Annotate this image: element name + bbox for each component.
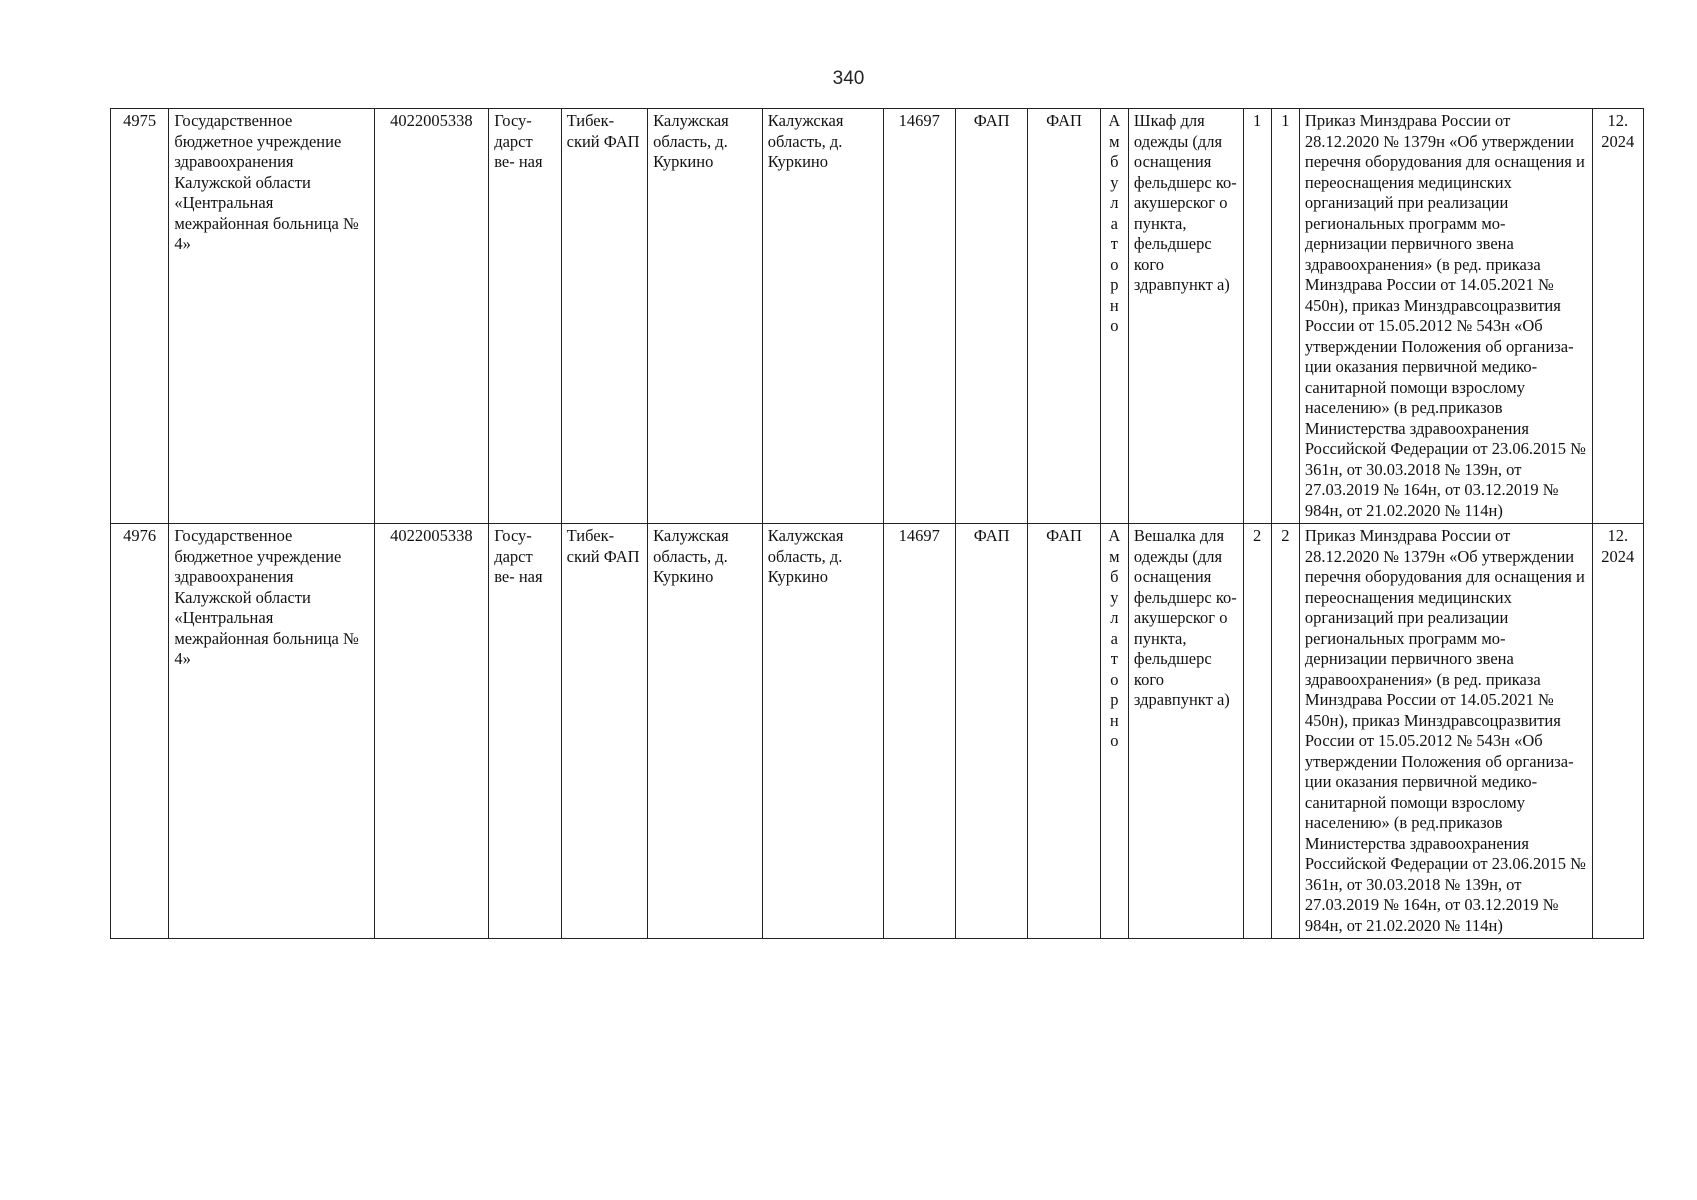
care-condition-letter: л [1110,193,1119,212]
address-cell: Калужская область, д. Куркино [648,524,763,939]
term-cell: 12. 2024 [1592,109,1643,524]
care-condition-letter: т [1110,649,1118,668]
term-cell: 12. 2024 [1592,524,1643,939]
care-condition-letter: т [1110,234,1118,253]
care-condition-letter: н [1109,710,1119,730]
address-actual-cell: Калужская область, д. Куркино [762,524,883,939]
row-number: 4976 [111,524,169,939]
care-condition-cell [1100,109,1128,524]
facility-type-cell: ФАП [955,524,1027,939]
care-condition-letter: о [1110,731,1119,750]
care-condition-letter: о [1110,254,1119,274]
care-condition-letter: о [1110,316,1119,335]
care-condition-letter: р [1110,690,1119,709]
ownership-cell: Госу- дарст ве- ная [489,524,561,939]
inn-cell: 4022005338 [374,524,489,939]
care-condition-letter: н [1109,295,1119,315]
care-condition-letter: р [1110,275,1119,294]
facility-kind-cell: ФАП [1028,109,1100,524]
quantity-plan-cell: 1 [1243,109,1271,524]
care-condition-letter: А [1108,111,1121,130]
ownership-cell: Госу- дарст ве- ная [489,109,561,524]
address-cell: Калужская область, д. Куркино [648,109,763,524]
equipment-registry-table [110,108,1644,939]
care-condition-letter: м [1109,546,1120,566]
care-condition-letter: б [1110,567,1119,586]
unit-cell: Тибек- ский ФАП [561,109,648,524]
care-condition-letter: м [1109,131,1120,151]
organization-name: Государственное бюджетное учреждение здравоохранения Калужской области «Центральная межрайонная больница № 4» [169,109,374,524]
organization-name: Государственное бюджетное учреждение здравоохранения Калужской области «Центральная межрайонная больница № 4» [169,524,374,939]
equipment-name-cell: Шкаф для одежды (для оснащения фельдшерс ко- акушерског о пункта, фельдшерс кого здравпункт а) [1128,109,1243,524]
page-number: 340 [832,68,865,89]
care-condition-letter: л [1110,608,1119,627]
inn-cell: 4022005338 [374,109,489,524]
care-condition-letter: а [1110,628,1118,648]
care-condition-letter: у [1110,587,1119,607]
care-condition-letter: а [1110,213,1118,233]
table-row [111,109,1644,524]
care-condition-letters [1106,526,1123,752]
quantity-fact-cell: 1 [1271,109,1299,524]
equipment-name-cell: Вешалка для одежды (для оснащения фельдшерс ко- акушерског о пункта, фельдшерс кого здравпункт а) [1128,524,1243,939]
care-condition-letter: у [1110,172,1119,192]
care-condition-letter: о [1110,669,1119,689]
row-number: 4975 [111,109,169,524]
legal-basis-cell: Приказ Минздрава России от 28.12.2020 № 1379н «Об утверждении перечня оборудования для оснащения и переоснащения медицинских организаций при реализации региональных программ мо- дернизации первичного звена здравоохранения» (в ред. приказа Минздрава России от 14.05.2021 № 450н), приказ Минздравсоцразвития России от 15.05.2012 № 543н «Об утверждении Положения об организа- ции оказания первичной медико- санитарной помощи взрослому населению» (в ред.приказов Министерства здравоохранения Российской Федерации от 23.06.2015 № 361н, от 30.03.2018 № 139н, от 27.03.2019 № 164н, от 03.12.2019 № 984н, от 21.02.2020 № 114н) [1299,109,1592,524]
table-row [111,524,1644,939]
facility-kind-cell: ФАП [1028,524,1100,939]
oktmo-cell: 14697 [883,524,955,939]
unit-cell: Тибек- ский ФАП [561,524,648,939]
care-condition-letters [1106,111,1123,337]
quantity-plan-cell: 2 [1243,524,1271,939]
facility-type-cell: ФАП [955,109,1027,524]
care-condition-letter: б [1110,152,1119,171]
oktmo-cell: 14697 [883,109,955,524]
care-condition-letter: А [1108,526,1121,545]
address-actual-cell: Калужская область, д. Куркино [762,109,883,524]
legal-basis-cell: Приказ Минздрава России от 28.12.2020 № 1379н «Об утверждении перечня оборудования для оснащения и переоснащения медицинских организаций при реализации региональных программ мо- дернизации первичного звена здравоохранения» (в ред. приказа Минздрава России от 14.05.2021 № 450н), приказ Минздравсоцразвития России от 15.05.2012 № 543н «Об утверждении Положения об организа- ции оказания первичной медико- санитарной помощи взрослому населению» (в ред.приказов Министерства здравоохранения Российской Федерации от 23.06.2015 № 361н, от 30.03.2018 № 139н, от 27.03.2019 № 164н, от 03.12.2019 № 984н, от 21.02.2020 № 114н) [1299,524,1592,939]
care-condition-cell [1100,524,1128,939]
quantity-fact-cell: 2 [1271,524,1299,939]
